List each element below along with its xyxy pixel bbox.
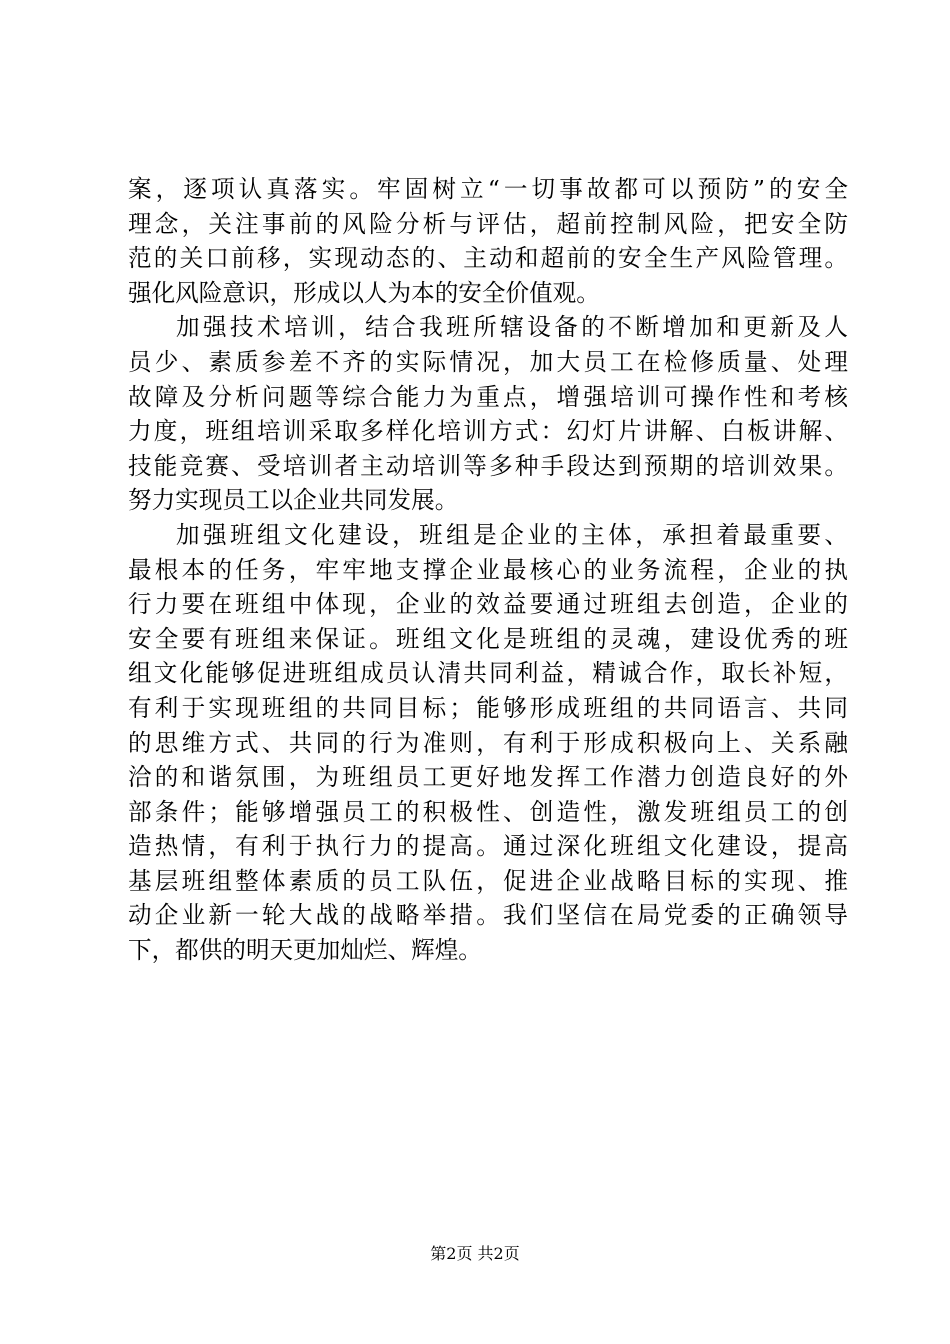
text-line: 洽的和谐氛围，为班组员工更好地发挥工作潜力创造良好的外 (128, 763, 848, 792)
page-number: 第2页 共2页 (430, 1244, 520, 1263)
text-line: 故障及分析问题等综合能力为重点，增强培训可操作性和考核 (128, 382, 848, 411)
text-line: 努力实现员工以企业共同发展。 (128, 486, 459, 515)
text-line: 范的关口前移，实现动态的、主动和超前的安全生产风险管理。 (128, 244, 848, 273)
document-body (128, 172, 848, 968)
text-line: 组文化能够促进班组成员认清共同利益，精诚合作，取长补短， (128, 659, 848, 688)
paragraph-2 (128, 310, 848, 518)
text-line: 造热情，有利于执行力的提高。通过深化班组文化建设，提高 (128, 832, 848, 861)
text-line: 理念，关注事前的风险分析与评估，超前控制风险，把安全防 (128, 209, 848, 238)
text-line: 最根本的任务，牢牢地支撑企业最核心的业务流程，企业的执 (128, 555, 848, 584)
text-line: 的思维方式、共同的行为准则，有利于形成积极向上、关系融 (128, 728, 848, 757)
text-line: 加强班组文化建设，班组是企业的主体，承担着最重要、 (176, 520, 848, 549)
text-line: 行力要在班组中体现，企业的效益要通过班组去创造，企业的 (128, 590, 848, 619)
text-line: 强化风险意识，形成以人为本的安全价值观。 (128, 278, 600, 307)
text-line: 员少、素质参差不齐的实际情况，加大员工在检修质量、处理 (128, 347, 848, 376)
text-line: 有利于实现班组的共同目标；能够形成班组的共同语言、共同 (128, 693, 848, 722)
text-line: 安全要有班组来保证。班组文化是班组的灵魂，建设优秀的班 (128, 624, 848, 653)
text-line: 案，逐项认真落实。牢固树立“一切事故都可以预防”的安全 (128, 175, 848, 203)
text-line: 部条件；能够增强员工的积极性、创造性，激发班组员工的创 (128, 797, 848, 826)
text-line: 力度，班组培训采取多样化培训方式：幻灯片讲解、白板讲解、 (128, 417, 848, 446)
page-footer (0, 1244, 950, 1264)
paragraph-3 (128, 518, 848, 968)
text-line: 基层班组整体素质的员工队伍，促进企业战略目标的实现、推 (128, 866, 848, 895)
paragraph-1 (128, 172, 848, 310)
text-line: 加强技术培训，结合我班所辖设备的不断增加和更新及人 (176, 313, 848, 342)
text-line: 下，都供的明天更加灿烂、辉煌。 (128, 936, 482, 965)
text-line: 技能竞赛、受培训者主动培训等多种手段达到预期的培训效果。 (128, 451, 848, 480)
text-line: 动企业新一轮大战的战略举措。我们坚信在局党委的正确领导 (128, 901, 848, 930)
